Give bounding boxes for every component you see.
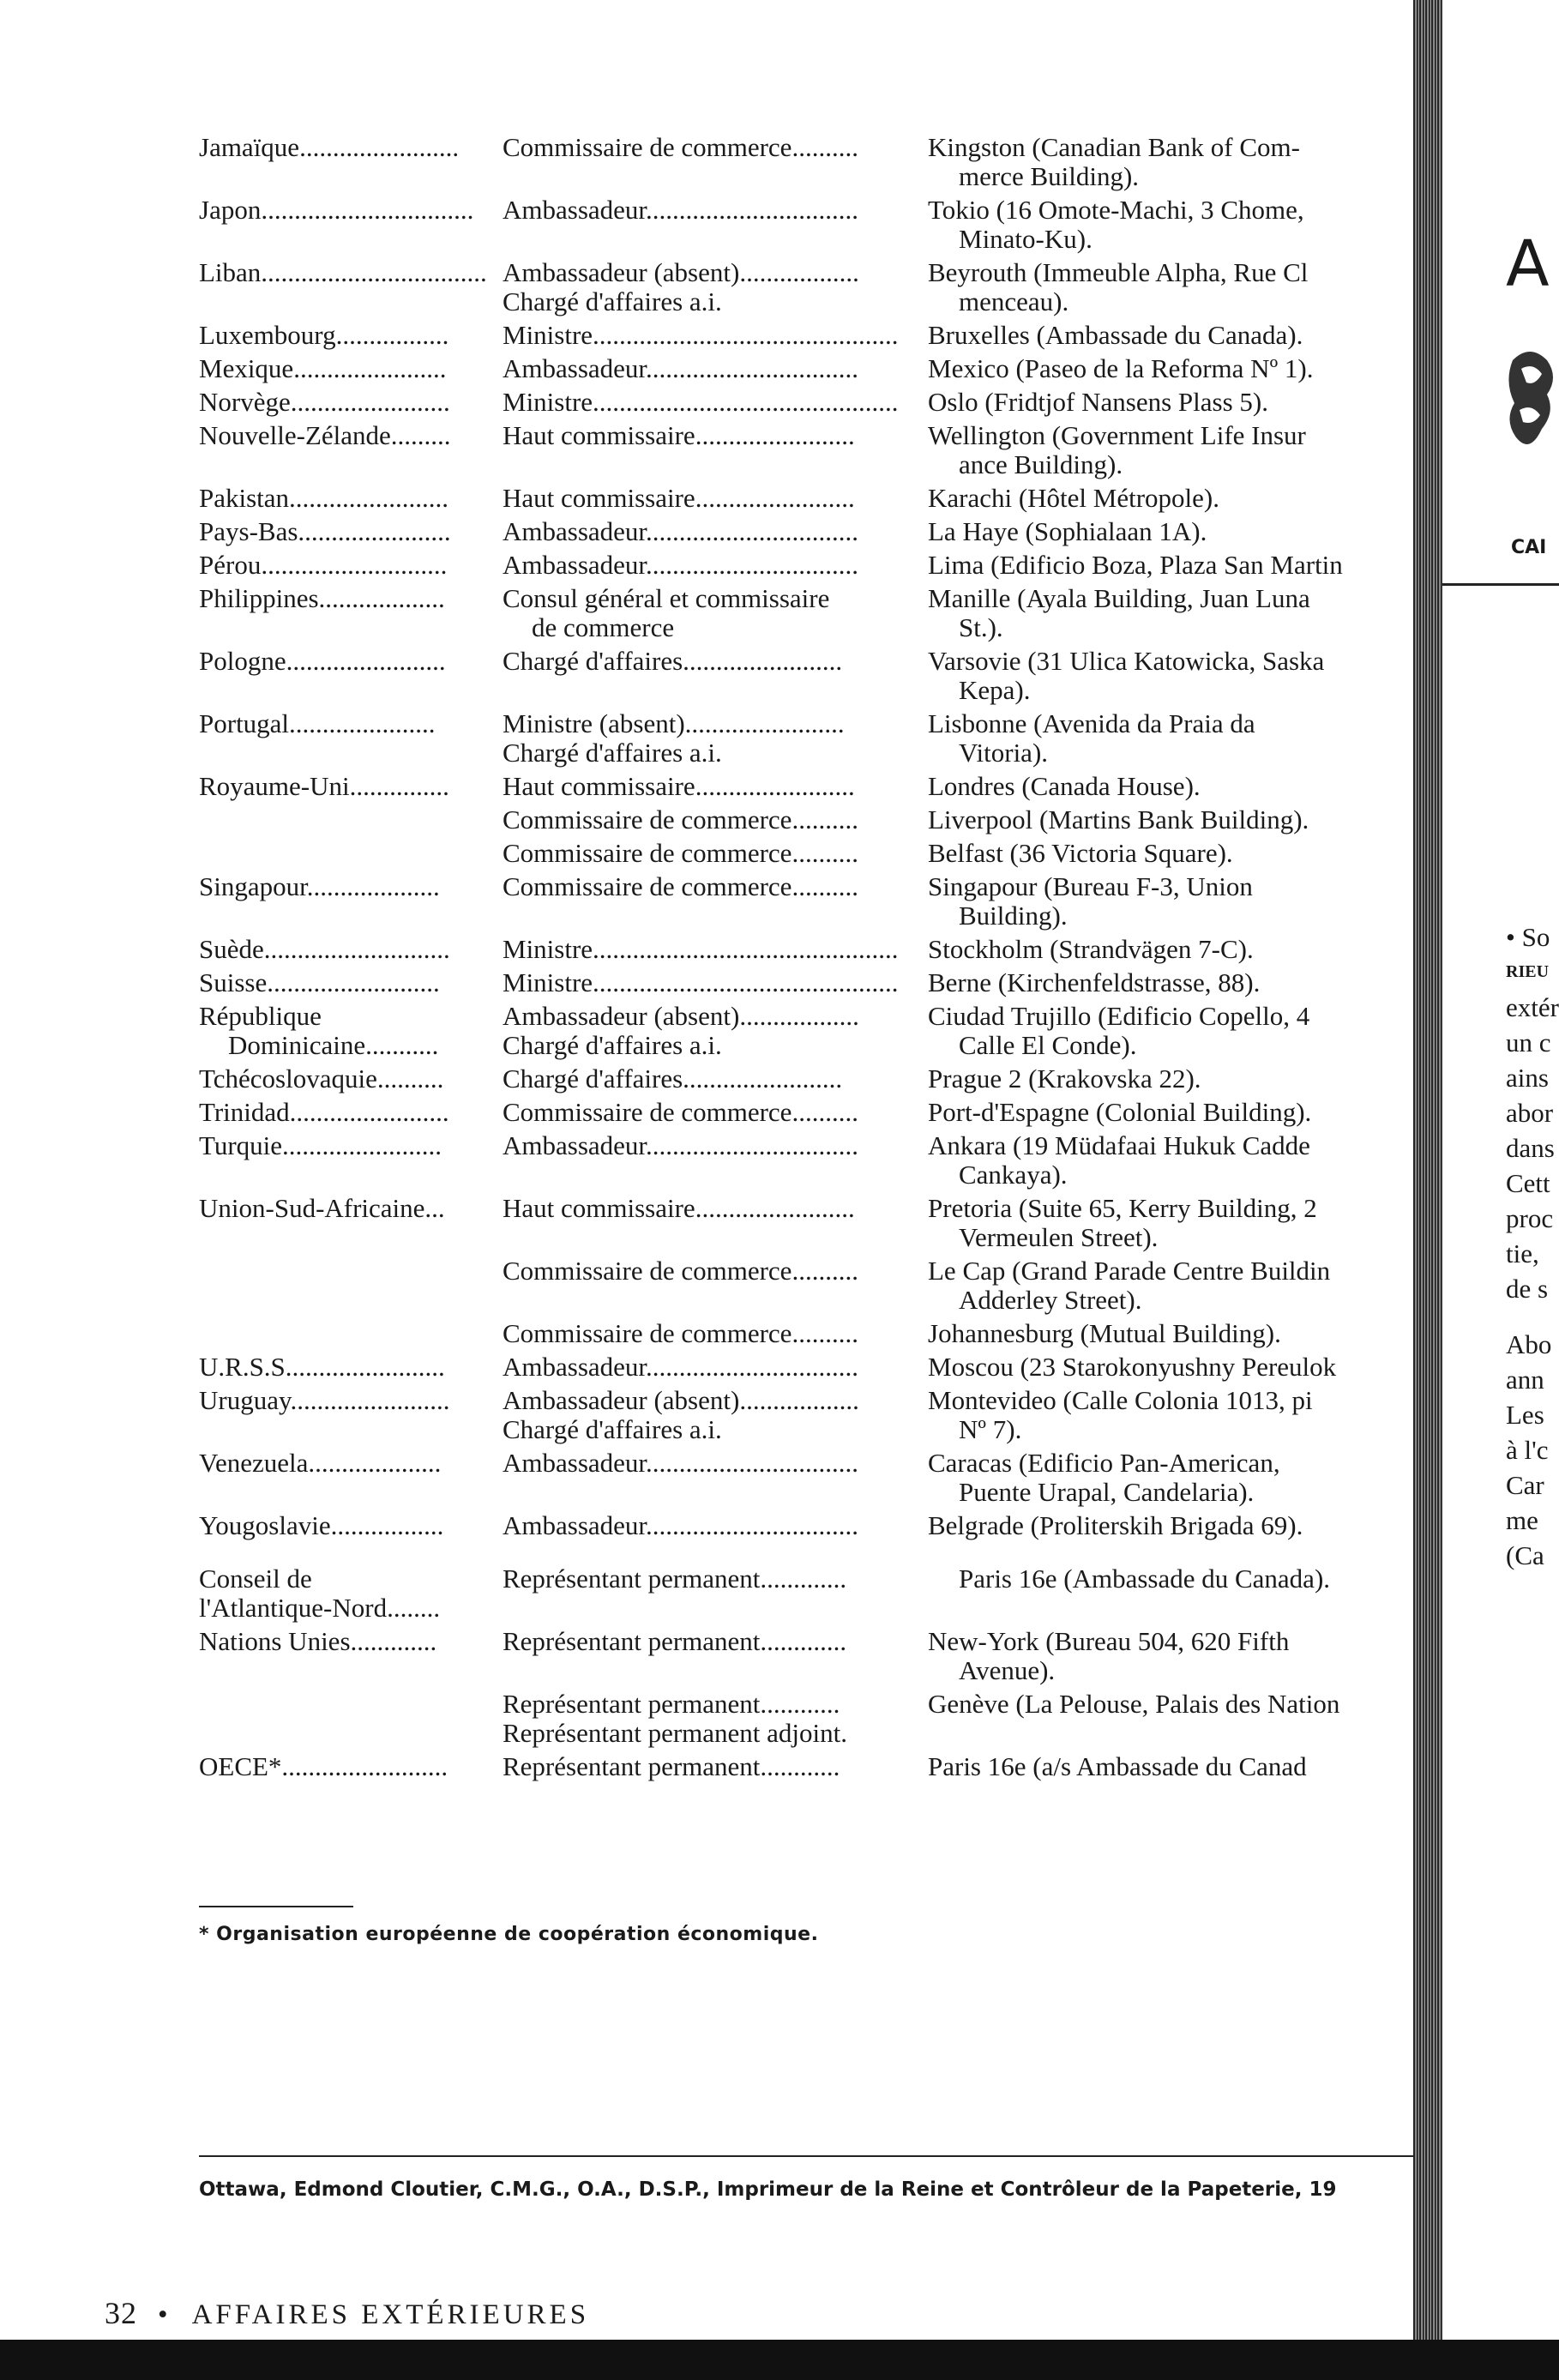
bullet-icon: • [158, 2299, 172, 2330]
post-line: Ambassadeur................................ [503, 354, 859, 383]
country-line: Norvège........................ [199, 388, 450, 417]
post-cell [503, 805, 928, 835]
address-line: Le Cap (Grand Parade Centre Buildin [928, 1256, 1331, 1286]
country-cell [199, 1002, 503, 1060]
country-line: Liban.................................. [199, 258, 487, 287]
address-cell [928, 772, 1417, 801]
post-line: de commerce [532, 612, 675, 642]
adjacent-text-line: me [1506, 1505, 1538, 1535]
address-line: Mexico (Paseo de la Reforma Nº 1). [928, 354, 1314, 383]
directory-row [199, 354, 1417, 383]
directory-row [199, 772, 1417, 801]
address-cell [928, 421, 1417, 479]
address-cell [928, 968, 1417, 997]
directory-row [199, 584, 1417, 642]
post-line: Chargé d'affaires a.i. [503, 286, 722, 316]
address-line: Paris 16e (Ambassade du Canada). [959, 1564, 1331, 1594]
country-line: Trinidad........................ [199, 1098, 449, 1127]
directory-row [199, 1194, 1417, 1252]
directory-row [199, 1511, 1417, 1540]
post-cell [503, 1353, 928, 1382]
address-cell [928, 1098, 1417, 1127]
address-line: Berne (Kirchenfeldstrasse, 88). [928, 968, 1261, 997]
adjacent-text-line: Abo [1506, 1329, 1552, 1359]
country-cell [199, 805, 503, 835]
country-line: U.R.S.S........................ [199, 1353, 445, 1382]
country-line: Uruguay........................ [199, 1386, 450, 1415]
address-cell [928, 647, 1417, 705]
address-line: Vitoria). [959, 738, 1049, 768]
adjacent-text-line: tie, [1506, 1238, 1539, 1268]
address-line: Nº 7). [959, 1414, 1022, 1444]
country-cell [199, 1256, 503, 1315]
address-cell [928, 388, 1417, 417]
address-line: Singapour (Bureau F-3, Union [928, 872, 1253, 901]
address-cell [928, 551, 1417, 580]
address-cell [928, 1064, 1417, 1094]
post-cell [503, 1511, 928, 1540]
address-cell [928, 1690, 1417, 1748]
country-line: l'Atlantique-Nord........ [199, 1593, 441, 1623]
directory-row [199, 839, 1417, 868]
country-cell [199, 772, 503, 801]
directory-row [199, 805, 1417, 835]
post-line: Ministre.............................................. [503, 968, 899, 997]
country-cell [199, 1319, 503, 1348]
address-cell [928, 1256, 1417, 1315]
country-cell [199, 196, 503, 254]
directory-row [199, 1002, 1417, 1060]
post-cell [503, 872, 928, 931]
adjacent-page-title: A [1506, 227, 1550, 301]
address-line: Puente Urapal, Candelaria). [959, 1477, 1255, 1507]
address-line: merce Building). [959, 161, 1140, 191]
address-cell [928, 1627, 1417, 1685]
post-line: Ambassadeur................................ [503, 517, 859, 546]
directory-row [199, 1319, 1417, 1348]
country-line: Suède............................ [199, 935, 450, 964]
page-fold-edge [1413, 0, 1442, 2380]
address-line: Wellington (Government Life Insur [928, 421, 1306, 450]
country-line: République [199, 1002, 322, 1031]
address-cell [928, 1131, 1417, 1190]
post-line: Chargé d'affaires a.i. [503, 1414, 722, 1444]
address-cell [928, 839, 1417, 868]
country-cell [199, 1131, 503, 1190]
directory-row [199, 1449, 1417, 1507]
country-cell [199, 1064, 503, 1094]
post-cell [503, 1449, 928, 1507]
country-line: Pologne........................ [199, 647, 446, 676]
address-cell [928, 1002, 1417, 1060]
address-cell [928, 1564, 1417, 1623]
country-line: Nations Unies............. [199, 1627, 437, 1656]
address-line: La Haye (Sophialaan 1A). [928, 517, 1207, 546]
post-cell [503, 1064, 928, 1094]
post-cell [503, 839, 928, 868]
adjacent-text-line: • So [1506, 922, 1550, 952]
address-line: Oslo (Fridtjof Nansens Plass 5). [928, 388, 1268, 417]
address-cell [928, 1194, 1417, 1252]
post-line: Représentant permanent............ [503, 1752, 840, 1781]
post-line: Consul général et commissaire [503, 584, 830, 613]
country-line: Pérou............................ [199, 551, 448, 580]
post-line: Haut commissaire........................ [503, 772, 855, 801]
country-cell [199, 517, 503, 546]
address-cell [928, 321, 1417, 350]
post-line: Ambassadeur................................ [503, 1353, 859, 1382]
post-line: Ministre.............................................. [503, 935, 899, 964]
directory-row [199, 1627, 1417, 1685]
address-line: Minato-Ku). [959, 224, 1093, 254]
address-cell [928, 258, 1417, 316]
post-line: Chargé d'affaires........................ [503, 1064, 843, 1094]
country-cell [199, 321, 503, 350]
directory-row [199, 1098, 1417, 1127]
country-line: Pakistan........................ [199, 484, 449, 513]
page-footer [105, 2295, 589, 2331]
post-cell [503, 584, 928, 642]
country-line: Suisse.......................... [199, 968, 440, 997]
post-cell [503, 484, 928, 513]
address-cell [928, 805, 1417, 835]
coat-of-arms-icon [1504, 343, 1559, 472]
country-line: Union-Sud-Africaine... [199, 1194, 445, 1223]
post-line: Représentant permanent............ [503, 1690, 840, 1719]
address-line: Liverpool (Martins Bank Building). [928, 805, 1309, 835]
post-cell [503, 196, 928, 254]
post-line: Ambassadeur................................ [503, 196, 859, 225]
post-cell [503, 1256, 928, 1315]
address-line: Stockholm (Strandvägen 7-C). [928, 935, 1254, 964]
address-line: Varsovie (31 Ulica Katowicka, Saska [928, 647, 1325, 676]
address-line: Tokio (16 Omote-Machi, 3 Chome, [928, 196, 1304, 225]
directory-row [199, 388, 1417, 417]
country-cell [199, 968, 503, 997]
country-cell [199, 1449, 503, 1507]
country-cell [199, 1511, 503, 1540]
directory-row [199, 1690, 1417, 1748]
adjacent-page-rule [1442, 583, 1559, 586]
adjacent-page-caption: CAI [1511, 537, 1547, 558]
post-line: Haut commissaire........................ [503, 421, 855, 450]
address-line: St.). [959, 612, 1003, 642]
address-line: New-York (Bureau 504, 620 Fifth [928, 1627, 1290, 1656]
address-line: Genève (La Pelouse, Palais des Nation [928, 1690, 1340, 1719]
address-line: Bruxelles (Ambassade du Canada). [928, 321, 1303, 350]
adjacent-text-line: un c [1506, 1027, 1551, 1057]
post-cell [503, 321, 928, 350]
address-cell [928, 484, 1417, 513]
directory-row [199, 1131, 1417, 1190]
country-line: Philippines................... [199, 584, 445, 613]
running-title: AFFAIRES EXTÉRIEURES [191, 2299, 590, 2330]
post-line: Représentant permanent adjoint. [503, 1718, 848, 1748]
post-cell [503, 1690, 928, 1748]
post-cell [503, 1098, 928, 1127]
address-line: Caracas (Edificio Pan-American, [928, 1449, 1280, 1478]
adjacent-text-line: abor [1506, 1098, 1554, 1128]
directory-row [199, 935, 1417, 964]
address-line: Avenue). [959, 1655, 1056, 1685]
country-cell [199, 421, 503, 479]
country-line: Royaume-Uni............... [199, 772, 449, 801]
directory-row [199, 709, 1417, 768]
post-line: Commissaire de commerce.......... [503, 1256, 858, 1286]
directory-row [199, 517, 1417, 546]
scan-bottom-border [0, 2340, 1559, 2380]
country-line: Japon................................ [199, 196, 474, 225]
directory-row [199, 1256, 1417, 1315]
country-line: Tchécoslovaquie.......... [199, 1064, 444, 1094]
page-number: 32 [105, 2296, 137, 2330]
country-cell [199, 1386, 503, 1444]
address-line: Karachi (Hôtel Métropole). [928, 484, 1220, 513]
post-line: Représentant permanent............. [503, 1564, 847, 1594]
address-line: Johannesburg (Mutual Building). [928, 1319, 1281, 1348]
address-line: ance Building). [959, 449, 1123, 479]
country-cell [199, 484, 503, 513]
post-line: Ambassadeur (absent).................. [503, 1386, 859, 1415]
address-cell [928, 872, 1417, 931]
country-line: Pays-Bas....................... [199, 517, 451, 546]
post-cell [503, 1627, 928, 1685]
post-cell [503, 1386, 928, 1444]
country-cell [199, 647, 503, 705]
post-line: Chargé d'affaires........................ [503, 647, 843, 676]
address-line: Belgrade (Proliterskih Brigada 69). [928, 1511, 1303, 1540]
printer-imprint: Ottawa, Edmond Cloutier, C.M.G., O.A., D.S.P., Imprimeur de la Reine et Contrôleur de la Papeterie, 19 [199, 2178, 1337, 2201]
country-line: OECE*......................... [199, 1752, 448, 1781]
address-line: Building). [959, 901, 1068, 931]
country-cell [199, 1627, 503, 1685]
post-cell [503, 421, 928, 479]
country-line: Yougoslavie................. [199, 1511, 444, 1540]
address-line: Lima (Edificio Boza, Plaza San Martin [928, 551, 1343, 580]
post-line: Représentant permanent............. [503, 1627, 847, 1656]
address-cell [928, 1511, 1417, 1540]
footnote-rule [199, 1906, 353, 1907]
post-cell [503, 1131, 928, 1190]
post-line: Chargé d'affaires a.i. [503, 738, 722, 768]
adjacent-text-line: dans [1506, 1133, 1555, 1163]
post-cell [503, 517, 928, 546]
representation-list [199, 133, 1417, 1786]
post-cell [503, 388, 928, 417]
address-line: menceau). [959, 286, 1069, 316]
adjacent-page-text [1506, 919, 1559, 1573]
post-line: Chargé d'affaires a.i. [503, 1030, 722, 1060]
post-line: Ministre.............................................. [503, 321, 899, 350]
directory-row [199, 1564, 1417, 1623]
address-line: Moscou (23 Starokonyushny Pereulok [928, 1353, 1337, 1382]
address-line: Manille (Ayala Building, Juan Luna [928, 584, 1310, 613]
post-cell [503, 1752, 928, 1781]
address-line: Kepa). [959, 675, 1031, 705]
address-line: Port-d'Espagne (Colonial Building). [928, 1098, 1312, 1127]
adjacent-page [1442, 0, 1559, 2340]
address-cell [928, 1386, 1417, 1444]
address-line: Ciudad Trujillo (Edificio Copello, 4 [928, 1002, 1310, 1031]
directory-row [199, 133, 1417, 191]
country-line: Dominicaine........... [228, 1030, 439, 1060]
country-line: Venezuela.................... [199, 1449, 442, 1478]
address-line: Londres (Canada House). [928, 772, 1201, 801]
country-cell [199, 354, 503, 383]
post-cell [503, 354, 928, 383]
printer-rule [199, 2155, 1415, 2157]
post-line: Commissaire de commerce.......... [503, 133, 858, 162]
address-line: Belfast (36 Victoria Square). [928, 839, 1233, 868]
country-line: Turquie........................ [199, 1131, 442, 1160]
country-cell [199, 872, 503, 931]
post-line: Commissaire de commerce.......... [503, 872, 858, 901]
directory-row [199, 421, 1417, 479]
post-line: Commissaire de commerce.......... [503, 839, 858, 868]
country-cell [199, 1098, 503, 1127]
post-cell [503, 1194, 928, 1252]
country-line: Mexique....................... [199, 354, 447, 383]
directory-row [199, 1353, 1417, 1382]
post-line: Ministre.............................................. [503, 388, 899, 417]
adjacent-text-line: à l'c [1506, 1435, 1549, 1465]
post-line: Commissaire de commerce.......... [503, 1098, 858, 1127]
adjacent-text-line: ains [1506, 1063, 1549, 1093]
country-cell [199, 1564, 503, 1623]
address-cell [928, 354, 1417, 383]
country-cell [199, 709, 503, 768]
country-cell [199, 551, 503, 580]
directory-row [199, 1752, 1417, 1781]
directory-row [199, 551, 1417, 580]
address-cell [928, 584, 1417, 642]
country-cell [199, 935, 503, 964]
post-line: Haut commissaire........................ [503, 484, 855, 513]
address-cell [928, 196, 1417, 254]
address-cell [928, 935, 1417, 964]
country-cell [199, 584, 503, 642]
post-cell [503, 1564, 928, 1623]
address-line: Cankaya). [959, 1160, 1068, 1190]
directory-row [199, 1064, 1417, 1094]
country-line: Jamaïque........................ [199, 133, 460, 162]
country-cell [199, 258, 503, 316]
adjacent-text-line: Cett [1506, 1168, 1550, 1198]
post-line: Ambassadeur (absent).................. [503, 258, 859, 287]
country-cell [199, 1353, 503, 1382]
address-cell [928, 133, 1417, 191]
country-line: Portugal...................... [199, 709, 436, 738]
post-line: Ambassadeur (absent).................. [503, 1002, 859, 1031]
adjacent-text-line: proc [1506, 1203, 1554, 1233]
address-line: Calle El Conde). [959, 1030, 1137, 1060]
adjacent-text-line: (Ca [1506, 1540, 1544, 1570]
address-cell [928, 1353, 1417, 1382]
address-line: Pretoria (Suite 65, Kerry Building, 2 [928, 1194, 1317, 1223]
directory-row [199, 196, 1417, 254]
country-line: Nouvelle-Zélande......... [199, 421, 451, 450]
adjacent-text-line: ann [1506, 1365, 1544, 1395]
address-cell [928, 1449, 1417, 1507]
address-line: Ankara (19 Müdafaai Hukuk Cadde [928, 1131, 1310, 1160]
post-line: Ambassadeur................................ [503, 1131, 859, 1160]
address-line: Lisbonne (Avenida da Praia da [928, 709, 1255, 738]
address-line: Adderley Street). [959, 1285, 1142, 1315]
country-cell [199, 133, 503, 191]
post-line: Ambassadeur................................ [503, 551, 859, 580]
post-line: Ambassadeur................................ [503, 1511, 859, 1540]
post-cell [503, 935, 928, 964]
address-cell [928, 709, 1417, 768]
address-line: Beyrouth (Immeuble Alpha, Rue Cl [928, 258, 1309, 287]
address-line: Paris 16e (a/s Ambassade du Canad [928, 1752, 1307, 1781]
country-cell [199, 1690, 503, 1748]
country-cell [199, 1194, 503, 1252]
address-line: Prague 2 (Krakovska 22). [928, 1064, 1201, 1094]
adjacent-text-line: de s [1506, 1274, 1549, 1304]
directory-row [199, 1386, 1417, 1444]
adjacent-text-line: extér [1506, 992, 1559, 1022]
directory-row [199, 968, 1417, 997]
country-line: Conseil de [199, 1564, 312, 1594]
post-cell [503, 709, 928, 768]
post-cell [503, 772, 928, 801]
post-cell [503, 258, 928, 316]
directory-row [199, 321, 1417, 350]
footnote: * Organisation européenne de coopération économique. [199, 1924, 819, 1945]
post-cell [503, 551, 928, 580]
address-cell [928, 1319, 1417, 1348]
address-cell [928, 517, 1417, 546]
address-line: Vermeulen Street). [959, 1222, 1159, 1252]
post-line: Ambassadeur................................ [503, 1449, 859, 1478]
post-line: Commissaire de commerce.......... [503, 1319, 858, 1348]
directory-row [199, 258, 1417, 316]
post-line: Haut commissaire........................ [503, 1194, 855, 1223]
directory-row [199, 872, 1417, 931]
country-cell [199, 388, 503, 417]
post-cell [503, 647, 928, 705]
post-line: Ministre (absent)........................ [503, 709, 845, 738]
country-cell [199, 839, 503, 868]
post-cell [503, 1002, 928, 1060]
country-cell [199, 1752, 503, 1781]
directory-row [199, 484, 1417, 513]
adjacent-text-line: RIEU [1506, 962, 1550, 981]
post-line: Commissaire de commerce.......... [503, 805, 858, 835]
address-line: Kingston (Canadian Bank of Com- [928, 133, 1300, 162]
post-cell [503, 968, 928, 997]
adjacent-text-line: Car [1506, 1470, 1544, 1500]
directory-row [199, 647, 1417, 705]
post-cell [503, 1319, 928, 1348]
post-cell [503, 133, 928, 191]
country-line: Singapour.................... [199, 872, 440, 901]
adjacent-text-line: Les [1506, 1400, 1544, 1430]
country-line: Luxembourg................. [199, 321, 449, 350]
address-cell [928, 1752, 1417, 1781]
address-line: Montevideo (Calle Colonia 1013, pi [928, 1386, 1313, 1415]
